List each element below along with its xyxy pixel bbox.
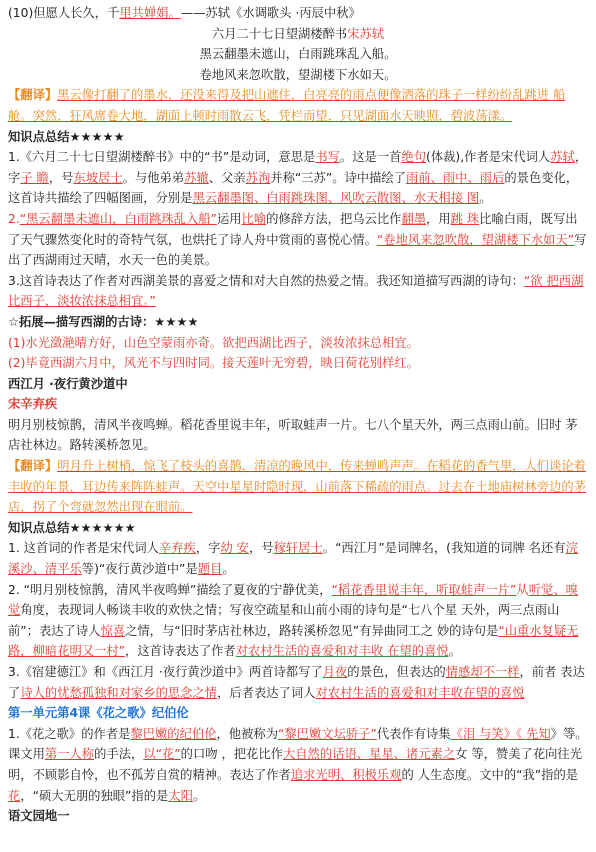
poem-author: 宋苏轼 xyxy=(347,26,385,41)
knowledge-point: 2. “明月别枝惊鹊，清风半夜鸣蝉”描绘了夏夜的宁静优美，“稻花香里说丰年，听取蛙声一片”从听觉、嗅觉角度，表现词人畅谈丰收的欢快之情；写夜空疏星和山前小雨的诗句是“七八个星 天外，两三点雨山前”；表达了诗人惊喜之情，与“旧时茅店社林边，路转溪桥忽见”有异曲同工之 妙的诗句是“山重水复疑无路，柳暗花明又一村”，这首诗表达了作者对农村生活的喜爱和对丰收 在望的喜悦。 xyxy=(8,582,579,659)
quote-answer: 里共婵娟。 xyxy=(119,6,181,20)
extension-poem: (1)水光潋滟晴方好，山色空蒙雨亦奇。欲把西湖比西子，淡妆浓抹总相宜。 xyxy=(8,335,419,350)
poem-title: 六月二十七日望湖楼醉书宋苏轼 xyxy=(211,26,385,41)
extension-poem: (2)毕竟西湖六月中，风光不与四时同。接天莲叶无穷碧，映日荷花别样红。 xyxy=(8,356,419,371)
section-heading: 知识点总结★★★★★ xyxy=(8,129,125,144)
poem-line: 黑云翻墨未遮山，白雨跳珠乱入船。 xyxy=(199,47,397,62)
poem-author: 宋辛弃疾 xyxy=(8,397,58,412)
knowledge-point: 1. 这首词的作者是宋代词人辛弃疾，字幼 安，号稼轩居士。“西江月”是词牌名，(我知道的词牌 名还有浣溪沙、清平乐等)“夜行黄沙道中”是题目。 xyxy=(8,541,578,577)
translation-block xyxy=(8,85,588,126)
knowledge-point: 3.这首诗表达了作者对西湖美景的喜爱之情和对大自然的热爱之情。我还知道描写西湖的诗句：“欲 把西湖比西子，淡妆浓抹总相宜。” xyxy=(8,273,584,309)
translation-block xyxy=(8,456,588,518)
section-heading: ☆拓展—描写西湖的古诗：★★★★ xyxy=(8,314,199,329)
translation-label: 【翻译】 xyxy=(8,459,58,474)
section-heading: 知识点总结★★★★★★ xyxy=(8,520,136,535)
knowledge-point: 1.《六月二十七日望湖楼醉书》中的“书”是动词，意思是书写。这是一首绝句(体裁),作者是宋代词人苏轼，字子 瞻，号东坡居士。与他弟弟苏辙、父亲苏洵并称“三苏”。诗中描绘了雨前、雨中、雨后的景色变化，这首诗共描绘了四幅图画，分别是黑云翻墨图、白雨跳珠图、风吹云散图、水天相接 图。 xyxy=(8,150,588,206)
knowledge-point: 2.“黑云翻墨未遮山，白雨跳珠乱入船”运用比喻的修辞方法，把乌云比作翻墨，用跳 珠比喻白雨，既写出了天气骤然变化时的奇特气氛，也烘托了诗人舟中赏雨的喜悦心情。“卷地风来忽吹散，望湖楼下水如天”写出了西湖雨过天晴，水天一色的美景。 xyxy=(8,211,587,268)
knowledge-point: 1.《花之歌》的作者是黎巴嫩的纪伯伦，他被称为“黎巴嫩文坛骄子”代表作有诗集《泪 与笑》《 先知》等。课文用第一人称的手法，以“花”的口吻 ，把花比作大自然的话语、星星、诸元素之女 等，赞美了花向往光明，不顾影自怜，也不孤芳自赏的精神。表达了作者追求光明、积极乐观的 人生态度。文中的“我”指的是花，“硕大无朋的独眼”指的是太阳。 xyxy=(8,726,588,803)
section-heading: 语文园地一 xyxy=(8,809,70,824)
quote-text: (10)但愿人长久，千 xyxy=(8,6,120,20)
poem-text: 明月别枝惊鹊，清风半夜鸣蝉。稻花香里说丰年，听取蛙声一片。七八个星天外，两三点雨山前。旧时 茅店社林边。路转溪桥忽见。 xyxy=(8,417,578,453)
translation-text: 明月升上树梢，惊飞了枝头的喜鹊，清凉的晚风中，传来蝉鸣声声。在稻花的香气里，人们谈论着丰收的年景，耳边传来阵阵蛙声。天空中星星时隐时现，山前落下稀疏的雨点。过去在土地庙树林旁边的茅店，拐了个弯就忽然出现在眼前。 xyxy=(8,459,586,515)
translation-text: 黑云像打翻了的墨水，还没来得及把山遮住，白亮亮的雨点便像洒落的珠子一样纷纷乱跳进 船舱。突然，狂风席卷大地，湖面上顿时雨散云飞，凭栏而望，只见湖面水天映照，碧波荡漾。 xyxy=(8,88,566,123)
knowledge-point: 3.《宿建德江》和《西江月 ·夜行黄沙道中》两首诗都写了月夜的景色，但表达的情感却不一样，前者 表达了诗人的忧愁孤独和对家乡的思念之情，后者表达了词人对农村生活的喜爱和对丰收在望的喜悦 xyxy=(8,665,585,700)
poem-line: 卷地风来忽吹散，望湖楼下水如天。 xyxy=(199,67,397,82)
poem-title: 西江月 ·夜行黄沙道中 xyxy=(8,376,128,391)
translation-label: 【翻译】 xyxy=(8,88,58,103)
quote-line xyxy=(8,3,588,24)
quote-source: ——苏轼《水调歌头 ·丙辰中秋》 xyxy=(180,6,361,20)
unit-heading: 第一单元第4课《花之歌》纪伯伦 xyxy=(8,706,189,721)
